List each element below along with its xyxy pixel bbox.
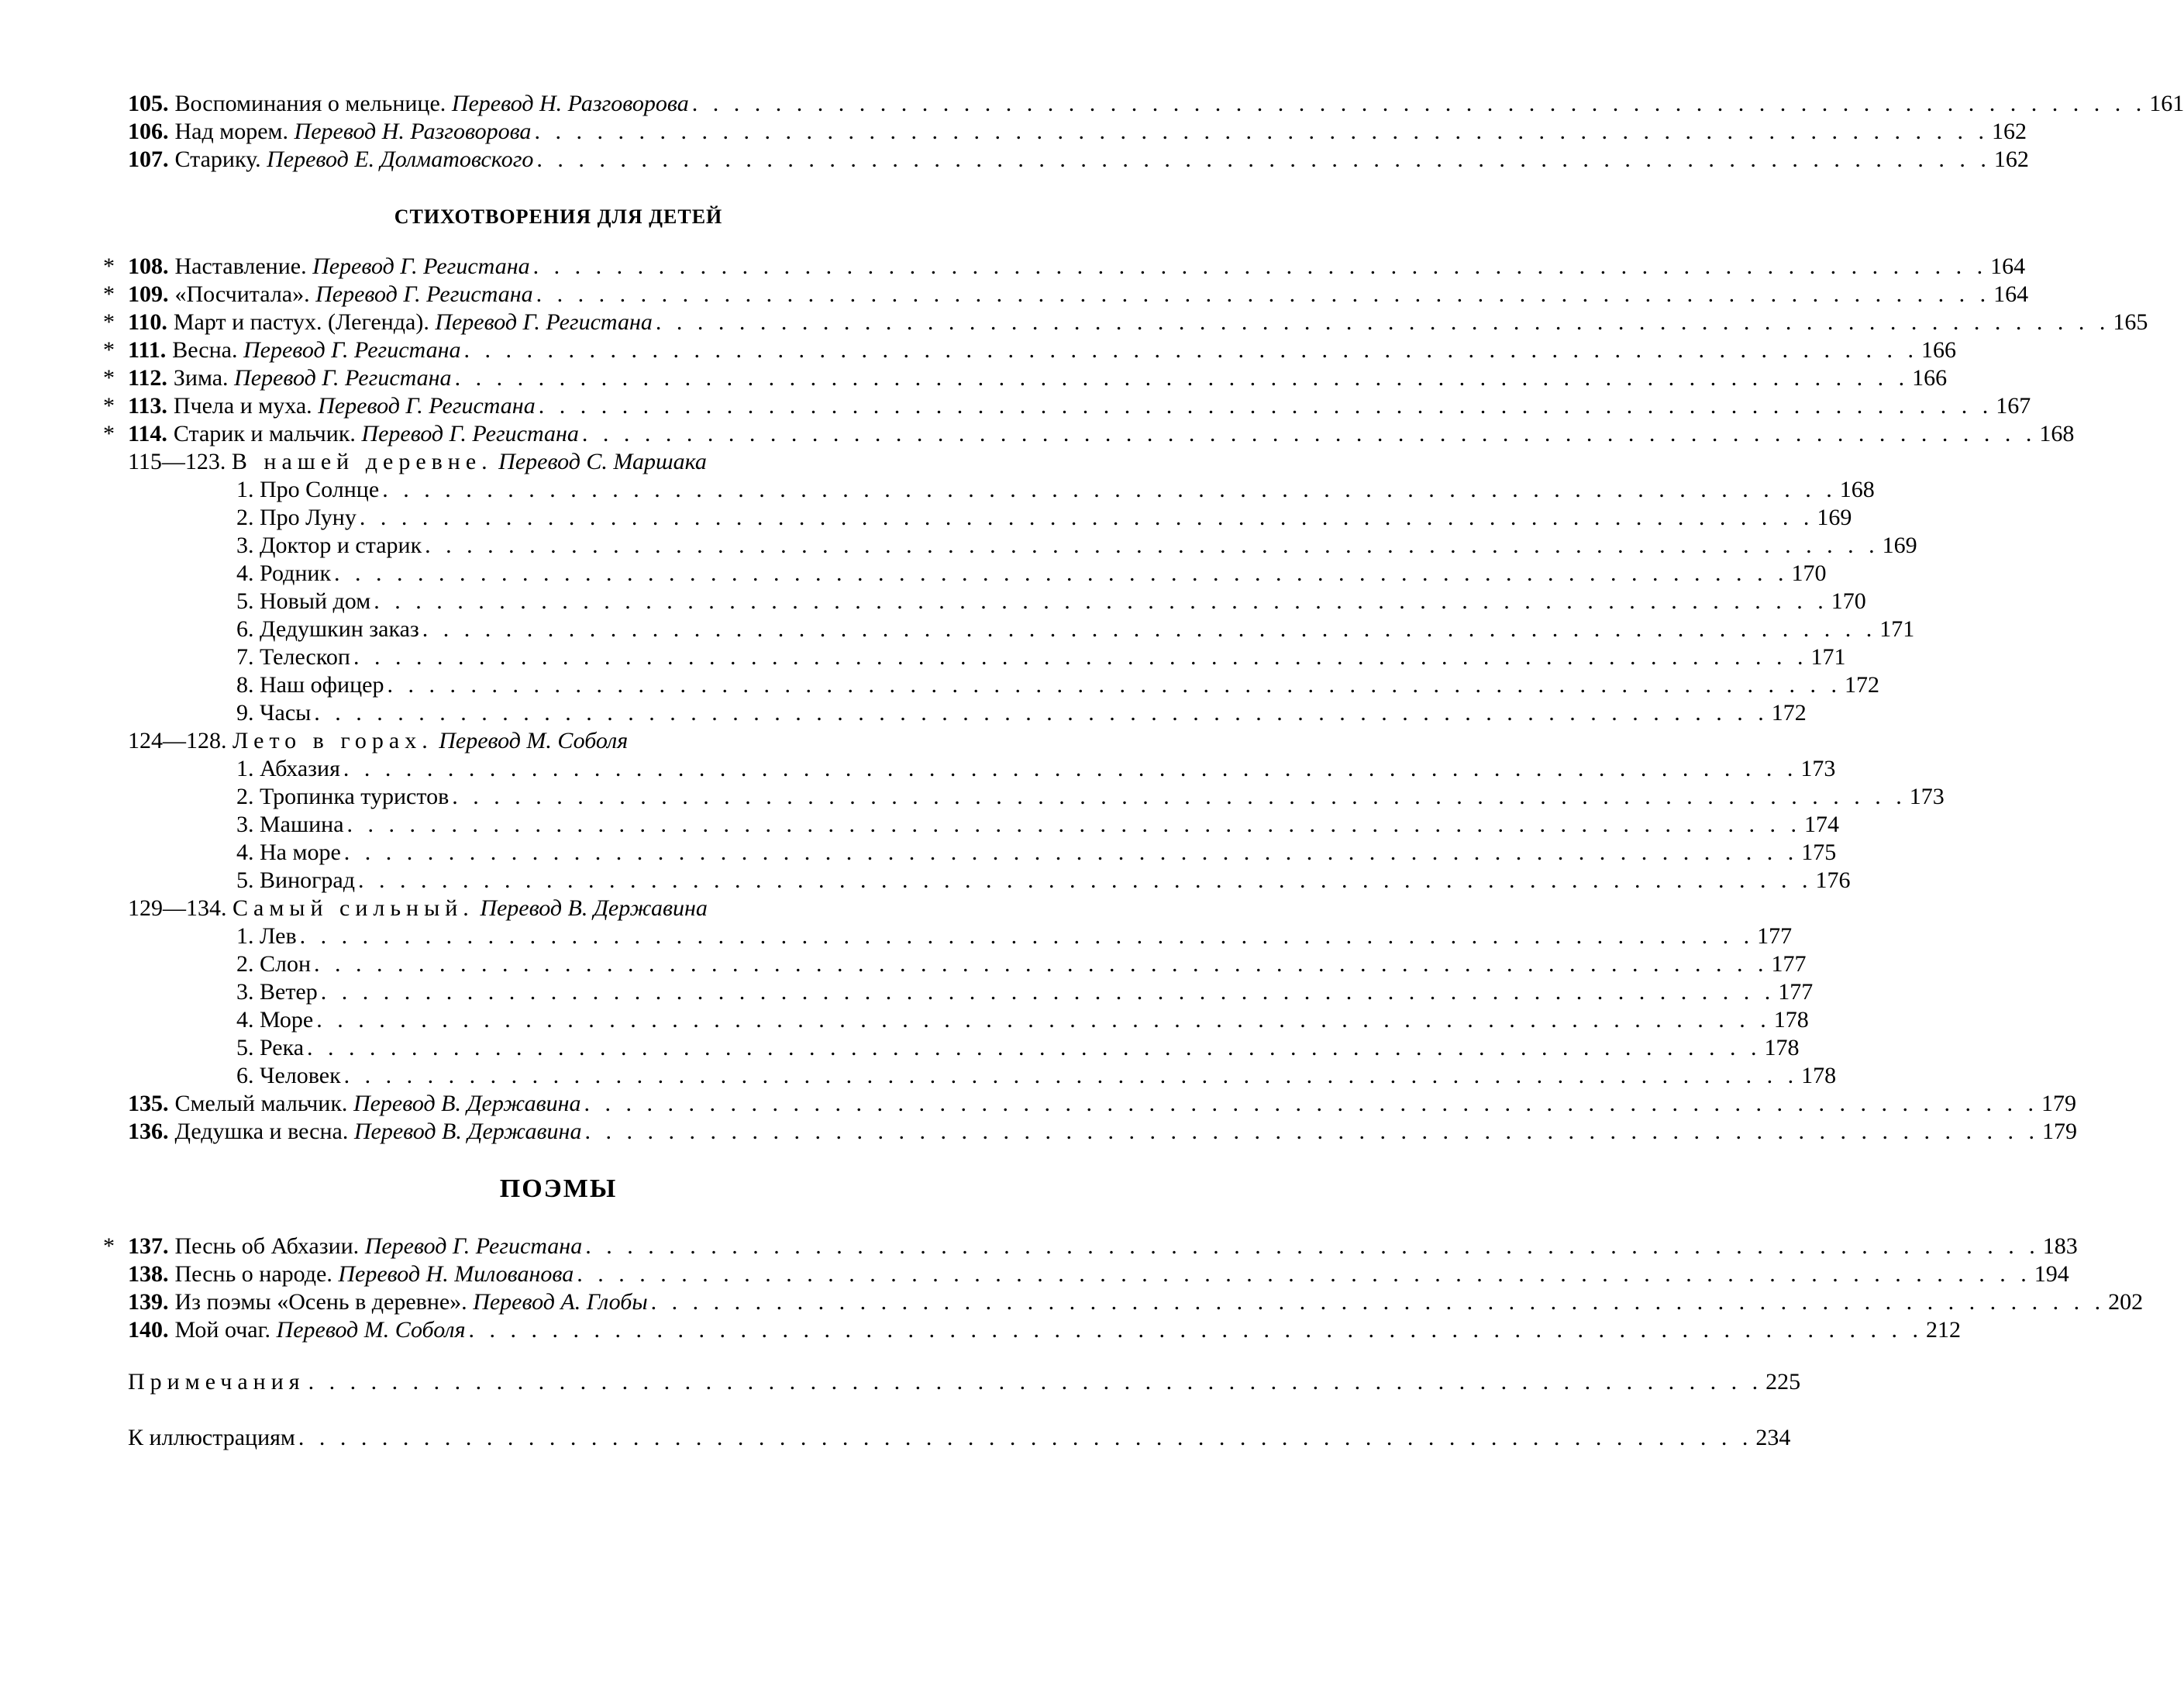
entry-title-group xyxy=(236,1034,304,1062)
cycle-item xyxy=(236,783,1945,811)
cycle-item xyxy=(236,922,1793,950)
cycle-title: В нашей деревне. xyxy=(231,449,493,474)
entry-page: 166 xyxy=(1920,337,1956,363)
toc-entry xyxy=(128,118,2027,146)
entry-title-group xyxy=(128,118,531,146)
entry-title-group xyxy=(128,281,533,309)
entry-page: 173 xyxy=(1909,784,1945,809)
entry-page: 202 xyxy=(2108,1289,2144,1315)
cycle-translator: Перевод С. Маршака xyxy=(498,449,707,474)
cycle-item xyxy=(236,1062,1837,1090)
entry-title: Смелый мальчик. xyxy=(174,1091,348,1116)
entry-page: 165 xyxy=(2113,309,2148,335)
dot-leader: . . . . . . . . . . . . . . . . . . . . . . . . . . . . . . . . . . . . . . . . . . . . . . . . . . . . . . . . . . . . . . . . . . . . . . xyxy=(581,421,2037,446)
entry-title-group xyxy=(128,1288,648,1316)
item-title: Наш офицер xyxy=(260,672,384,698)
entry-translator: Перевод Г. Регистана xyxy=(315,281,533,307)
entry-title-group xyxy=(236,504,357,532)
entry-translator: Перевод М. Соболя xyxy=(276,1317,466,1343)
item-number: 2. xyxy=(236,505,254,530)
entry-page: 177 xyxy=(1771,951,1807,977)
item-title: Родник xyxy=(260,560,332,586)
entry-title: Песнь об Абхазии. xyxy=(174,1233,360,1259)
cycle-item xyxy=(236,867,1851,895)
cycle-item xyxy=(236,532,1917,560)
cycle-item xyxy=(236,588,1866,615)
entry-page: 164 xyxy=(1993,281,2029,307)
entry-title-group xyxy=(236,671,384,699)
entry-title-group xyxy=(128,309,653,336)
cycle-item xyxy=(236,811,1840,839)
item-title: Море xyxy=(260,1007,314,1033)
entry-title-group xyxy=(128,1118,581,1146)
item-title: Человек xyxy=(260,1063,341,1088)
toc-entry xyxy=(128,336,1956,364)
dot-leader: . . . . . . . . . . . . . . . . . . . . . . . . . . . . . . . . . . . . . . . . . . . . . . . . . . . . . . . . . . . . . . . . . . . . . . xyxy=(584,1119,2039,1144)
item-title: Ветер xyxy=(260,979,318,1005)
entry-title-group xyxy=(236,532,422,560)
dot-leader: . . . . . . . . . . . . . . . . . . . . . . . . . . . . . . . . . . . . . . . . . . . . . . . . . . . . . . . . . . . . . . . . . . . . . . xyxy=(585,1233,2040,1259)
toc-entry xyxy=(128,392,2031,420)
toc-entry xyxy=(128,364,1948,392)
entry-page: 170 xyxy=(1831,588,1866,614)
entry-number: 110. xyxy=(128,309,167,335)
entry-translator: Перевод Н. Разговорова xyxy=(451,91,689,116)
dot-leader: . . . . . . . . . . . . . . . . . . . . . . . . . . . . . . . . . . . . . . . . . . . . . . . . . . . . . . . . . . . . . . . . . . . . . . xyxy=(314,951,1769,977)
entry-title: Весна. xyxy=(172,337,238,363)
item-title: Виноград xyxy=(260,867,356,893)
entry-translator: Перевод А. Глобы xyxy=(473,1289,648,1315)
toc-entry xyxy=(128,1260,2069,1288)
entry-title-group xyxy=(236,1006,313,1034)
item-number: 5. xyxy=(236,867,254,893)
entry-page: 171 xyxy=(1810,644,1846,670)
entry-page: 162 xyxy=(1993,147,2029,172)
entry-title-group xyxy=(236,588,370,615)
entry-title: «Посчитала». xyxy=(174,281,310,307)
entry-page: 178 xyxy=(1764,1035,1800,1060)
entry-page: 168 xyxy=(1839,477,1875,502)
entry-title: Наставление. xyxy=(174,253,307,279)
item-number: 1. xyxy=(236,477,254,502)
toc-entry-illustrations xyxy=(128,1424,1791,1452)
entry-title: Над морем. xyxy=(174,119,289,144)
entry-title-group xyxy=(236,699,311,727)
entry-title-group xyxy=(236,755,340,783)
entry-title-group xyxy=(236,978,318,1006)
cycle-item xyxy=(236,643,1846,671)
item-number: 2. xyxy=(236,784,254,809)
dot-leader: . . . . . . . . . . . . . . . . . . . . . . . . . . . . . . . . . . . . . . . . . . . . . . . . . . . . . . . . . . . . . . . . . . . . . . xyxy=(374,588,1828,614)
entry-translator: Перевод Г. Регистана xyxy=(361,421,579,446)
entry-page: 177 xyxy=(1778,979,1814,1005)
entry-number: 106. xyxy=(128,119,169,144)
entry-number: 113. xyxy=(128,393,167,419)
dot-leader: . . . . . . . . . . . . . . . . . . . . . . . . . . . . . . . . . . . . . . . . . . . . . . . . . . . . . . . . . . . . . . . . . . . . . . xyxy=(343,840,1799,865)
entry-title-group xyxy=(128,90,689,118)
entry-translator: Перевод Е. Долматовского xyxy=(267,147,534,172)
dot-leader: . . . . . . . . . . . . . . . . . . . . . . . . . . . . . . . . . . . . . . . . . . . . . . . . . . . . . . . . . . . . . . . . . . . . . . xyxy=(298,1425,1753,1450)
entry-page: 169 xyxy=(1882,533,1917,558)
entry-number: 112. xyxy=(128,365,167,391)
entry-title: Воспоминания о мельнице. xyxy=(174,91,446,116)
cycle-item xyxy=(236,699,1807,727)
item-title: Дедушкин заказ xyxy=(260,616,419,642)
dot-leader: . . . . . . . . . . . . . . . . . . . . . . . . . . . . . . . . . . . . . . . . . . . . . . . . . . . . . . . . . . . . . . . . . . . . . . xyxy=(343,756,1798,781)
cycle-item xyxy=(236,560,1827,588)
entry-page: 172 xyxy=(1844,672,1879,698)
toc-entry xyxy=(128,1090,2077,1118)
entry-translator: Перевод В. Державина xyxy=(353,1119,582,1144)
cycle-item xyxy=(236,615,1915,643)
entry-page: 177 xyxy=(1757,923,1793,949)
toc-entry xyxy=(128,1118,2077,1146)
toc-entry xyxy=(128,420,2075,448)
entry-page: 174 xyxy=(1804,812,1840,837)
entry-page: 176 xyxy=(1815,867,1851,893)
asterisk-mark: * xyxy=(103,421,115,446)
dot-leader: . . . . . . . . . . . . . . . . . . . . . . . . . . . . . . . . . . . . . . . . . . . . . . . . . . . . . . . . . . . . . . . . . . . . . . xyxy=(536,147,1991,172)
cycle-item xyxy=(236,978,1814,1006)
entry-number: 140. xyxy=(128,1317,169,1343)
item-title: Доктор и старик xyxy=(260,533,422,558)
entry-title: Март и пастух. (Легенда). xyxy=(173,309,429,335)
entry-translator: Перевод Г. Регистана xyxy=(435,309,653,335)
toc-entry xyxy=(128,90,2184,118)
item-number: 3. xyxy=(236,533,254,558)
entry-title-group xyxy=(236,783,449,811)
entry-number: 136. xyxy=(128,1119,169,1144)
entry-translator: Перевод Н. Милованова xyxy=(338,1261,574,1287)
entry-title: Старик и мальчик. xyxy=(173,421,356,446)
item-title: Про Солнце xyxy=(260,477,380,502)
entry-title-group xyxy=(236,1062,341,1090)
cycle-heading xyxy=(128,727,628,755)
entry-title: Мой очаг. xyxy=(174,1317,271,1343)
toc-entry xyxy=(128,1233,2078,1260)
dot-leader: . . . . . . . . . . . . . . . . . . . . . . . . . . . . . . . . . . . . . . . . . . . . . . . . . . . . . . . . . . . . . . . . . . . . . . xyxy=(387,672,1841,698)
entry-title-group xyxy=(236,615,419,643)
item-number: 3. xyxy=(236,812,254,837)
dot-leader: . . . . . . . . . . . . . . . . . . . . . . . . . . . . . . . . . . . . . . . . . . . . . . . . . . . . . . . . . . . . . . . . . . . . . . xyxy=(650,1289,2106,1315)
toc-entry xyxy=(128,281,2029,309)
entry-title-group xyxy=(128,336,460,364)
entry-translator: Перевод Г. Регистана xyxy=(318,393,536,419)
entry-number: 105. xyxy=(128,91,169,116)
cycle-translator: Перевод М. Соболя xyxy=(439,728,629,753)
entry-title-group xyxy=(128,253,530,281)
item-number: 4. xyxy=(236,1007,254,1033)
entry-title-group xyxy=(128,1316,466,1344)
entry-title: Зима. xyxy=(173,365,229,391)
entry-page: 183 xyxy=(2042,1233,2078,1259)
dot-leader: . . . . . . . . . . . . . . . . . . . . . . . . . . . . . . . . . . . . . . . . . . . . . . . . . . . . . . . . . . . . . . . . . . . . . . xyxy=(534,119,1989,144)
cycle-item xyxy=(236,504,1852,532)
dot-leader: . . . . . . . . . . . . . . . . . . . . . . . . . . . . . . . . . . . . . . . . . . . . . . . . . . . . . . . . . . . . . . . . . . . . . . xyxy=(468,1317,1924,1343)
item-number: 3. xyxy=(236,979,254,1005)
entry-translator: Перевод Г. Регистана xyxy=(312,253,530,279)
dot-leader: . . . . . . . . . . . . . . . . . . . . . . . . . . . . . . . . . . . . . . . . . . . . . . . . . . . . . . . . . . . . . . . . . . . . . . xyxy=(532,253,1988,279)
illustrations-label: К иллюстрациям xyxy=(128,1425,295,1450)
entry-number: 135. xyxy=(128,1091,169,1116)
entry-page: 162 xyxy=(1991,119,2027,144)
asterisk-mark: * xyxy=(103,337,115,363)
dot-leader: . . . . . . . . . . . . . . . . . . . . . . . . . . . . . . . . . . . . . . . . . . . . . . . . . . . . . . . . . . . . . . . . . . . . . . xyxy=(316,1007,1771,1033)
entry-page: 212 xyxy=(1926,1317,1962,1343)
item-number: 2. xyxy=(236,951,254,977)
cycle-item xyxy=(236,1006,1809,1034)
entry-number: 114. xyxy=(128,421,167,446)
notes-label: Примечания xyxy=(128,1369,305,1395)
item-number: 6. xyxy=(236,616,254,642)
toc-entry xyxy=(128,253,2026,281)
dot-leader: . . . . . . . . . . . . . . . . . . . . . . . . . . . . . . . . . . . . . . . . . . . . . . . . . . . . . . . . . . . . . . . . . . . . . . xyxy=(425,533,1879,558)
entry-page: 167 xyxy=(1996,393,2031,419)
entry-page: 169 xyxy=(1817,505,1852,530)
cycle-title: Лето в горах. xyxy=(233,728,433,753)
entry-number: 138. xyxy=(128,1261,169,1287)
entry-title-group xyxy=(236,476,379,504)
dot-leader: . . . . . . . . . . . . . . . . . . . . . . . . . . . . . . . . . . . . . . . . . . . . . . . . . . . . . . . . . . . . . . . . . . . . . . xyxy=(422,616,1877,642)
cycle-item xyxy=(236,839,1837,867)
entry-page: 161 xyxy=(2149,91,2184,116)
toc-entry xyxy=(128,309,2148,336)
dot-leader: . . . . . . . . . . . . . . . . . . . . . . . . . . . . . . . . . . . . . . . . . . . . . . . . . . . . . . . . . . . . . . . . . . . . . . xyxy=(359,505,1814,530)
cycle-item xyxy=(236,671,1879,699)
toc-entry xyxy=(128,1288,2144,1316)
entry-title: Пчела и муха. xyxy=(173,393,312,419)
cycle-item xyxy=(236,950,1807,978)
dot-leader: . . . . . . . . . . . . . . . . . . . . . . . . . . . . . . . . . . . . . . . . . . . . . . . . . . . . . . . . . . . . . . . . . . . . . . xyxy=(320,979,1776,1005)
dot-leader: . . . . . . . . . . . . . . . . . . . . . . . . . . . . . . . . . . . . . . . . . . . . . . . . . . . . . . . . . . . . . . . . . . . . . . xyxy=(314,700,1769,726)
item-number: 8. xyxy=(236,672,254,698)
item-number: 1. xyxy=(236,923,254,949)
entry-title-group xyxy=(236,811,344,839)
cycle-title: Самый сильный. xyxy=(233,895,474,921)
dot-leader: . . . . . . . . . . . . . . . . . . . . . . . . . . . . . . . . . . . . . . . . . . . . . . . . . . . . . . . . . . . . . . . . . . . . . . xyxy=(308,1369,1763,1395)
entry-title: Дедушка и весна. xyxy=(174,1119,349,1144)
entry-title-group xyxy=(236,867,355,895)
asterisk-mark: * xyxy=(103,309,115,335)
toc-entry xyxy=(128,1316,1962,1344)
item-title: Слон xyxy=(260,951,312,977)
item-title: Новый дом xyxy=(260,588,371,614)
entry-page: 178 xyxy=(1801,1063,1837,1088)
item-title: Тропинка туристов xyxy=(260,784,450,809)
item-title: Лев xyxy=(260,923,297,949)
entry-page: 179 xyxy=(2041,1119,2077,1144)
entry-number: 107. xyxy=(128,147,169,172)
dot-leader: . . . . . . . . . . . . . . . . . . . . . . . . . . . . . . . . . . . . . . . . . . . . . . . . . . . . . . . . . . . . . . . . . . . . . . xyxy=(346,812,1802,837)
entry-number: 108. xyxy=(128,253,169,279)
item-number: 4. xyxy=(236,560,254,586)
item-title: На море xyxy=(260,840,341,865)
dot-leader: . . . . . . . . . . . . . . . . . . . . . . . . . . . . . . . . . . . . . . . . . . . . . . . . . . . . . . . . . . . . . . . . . . . . . . xyxy=(584,1091,2039,1116)
illustrations-page: 234 xyxy=(1755,1425,1791,1450)
entry-title-group xyxy=(128,420,579,448)
asterisk-mark: * xyxy=(103,393,115,419)
dot-leader: . . . . . . . . . . . . . . . . . . . . . . . . . . . . . . . . . . . . . . . . . . . . . . . . . . . . . . . . . . . . . . . . . . . . . . xyxy=(536,281,1991,307)
entry-page: 168 xyxy=(2039,421,2075,446)
item-title: Река xyxy=(260,1035,305,1060)
section-heading-poems: ПОЭМЫ xyxy=(499,1174,618,1203)
dot-leader: . . . . . . . . . . . . . . . . . . . . . . . . . . . . . . . . . . . . . . . . . . . . . . . . . . . . . . . . . . . . . . . . . . . . . . xyxy=(334,560,1789,586)
entry-page: 172 xyxy=(1771,700,1807,726)
dot-leader: . . . . . . . . . . . . . . . . . . . . . . . . . . . . . . . . . . . . . . . . . . . . . . . . . . . . . . . . . . . . . . . . . . . . . . xyxy=(299,923,1755,949)
item-title: Абхазия xyxy=(260,756,340,781)
cycle-item xyxy=(236,476,1875,504)
notes-page: 225 xyxy=(1765,1369,1801,1395)
dot-leader: . . . . . . . . . . . . . . . . . . . . . . . . . . . . . . . . . . . . . . . . . . . . . . . . . . . . . . . . . . . . . . . . . . . . . . xyxy=(353,644,1808,670)
entry-page: 164 xyxy=(1990,253,2026,279)
cycle-heading xyxy=(128,448,707,476)
asterisk-mark: * xyxy=(103,281,115,307)
cycle-range: 124—128. xyxy=(128,728,227,753)
cycle-range: 115—123. xyxy=(128,449,226,474)
entry-page: 175 xyxy=(1801,840,1837,865)
item-number: 6. xyxy=(236,1063,254,1088)
asterisk-mark: * xyxy=(103,253,115,279)
entry-title-group xyxy=(128,1090,581,1118)
dot-leader: . . . . . . . . . . . . . . . . . . . . . . . . . . . . . . . . . . . . . . . . . . . . . . . . . . . . . . . . . . . . . . . . . . . . . . xyxy=(577,1261,2031,1287)
entry-title-group xyxy=(128,1233,582,1260)
dot-leader: . . . . . . . . . . . . . . . . . . . . . . . . . . . . . . . . . . . . . . . . . . . . . . . . . . . . . . . . . . . . . . . . . . . . . . xyxy=(538,393,1993,419)
dot-leader: . . . . . . . . . . . . . . . . . . . . . . . . . . . . . . . . . . . . . . . . . . . . . . . . . . . . . . . . . . . . . . . . . . . . . . xyxy=(307,1035,1762,1060)
toc-entry-notes xyxy=(128,1368,1801,1396)
dot-leader: . . . . . . . . . . . . . . . . . . . . . . . . . . . . . . . . . . . . . . . . . . . . . . . . . . . . . . . . . . . . . . . . . . . . . . xyxy=(452,784,1907,809)
dot-leader: . . . . . . . . . . . . . . . . . . . . . . . . . . . . . . . . . . . . . . . . . . . . . . . . . . . . . . . . . . . . . . . . . . . . . . xyxy=(655,309,2110,335)
entry-title-group xyxy=(236,839,341,867)
asterisk-mark: * xyxy=(103,365,115,391)
item-number: 4. xyxy=(236,840,254,865)
item-number: 7. xyxy=(236,644,254,670)
dot-leader: . . . . . . . . . . . . . . . . . . . . . . . . . . . . . . . . . . . . . . . . . . . . . . . . . . . . . . . . . . . . . . . . . . . . . . xyxy=(358,867,1813,893)
entry-number: 111. xyxy=(128,337,167,363)
section-heading-children: СТИХОТВОРЕНИЯ ДЛЯ ДЕТЕЙ xyxy=(394,205,723,228)
cycle-heading xyxy=(128,895,708,922)
item-number: 5. xyxy=(236,1035,254,1060)
toc-entry xyxy=(128,146,2029,174)
entry-title: Песнь о народе. xyxy=(174,1261,332,1287)
asterisk-mark: * xyxy=(103,1233,115,1259)
cycle-range: 129—134. xyxy=(128,895,227,921)
entry-title-group xyxy=(128,1260,574,1288)
entry-title-group xyxy=(128,364,452,392)
item-number: 5. xyxy=(236,588,254,614)
dot-leader: . . . . . . . . . . . . . . . . . . . . . . . . . . . . . . . . . . . . . . . . . . . . . . . . . . . . . . . . . . . . . . . . . . . . . . xyxy=(382,477,1837,502)
entry-page: 171 xyxy=(1879,616,1915,642)
item-number: 1. xyxy=(236,756,254,781)
cycle-item xyxy=(236,1034,1800,1062)
cycle-translator: Перевод В. Державина xyxy=(480,895,708,921)
entry-title-group xyxy=(128,146,533,174)
cycle-item xyxy=(236,755,1836,783)
item-title: Часы xyxy=(260,700,312,726)
item-title: Телескоп xyxy=(260,644,350,670)
entry-number: 109. xyxy=(128,281,169,307)
entry-page: 170 xyxy=(1791,560,1827,586)
item-number: 9. xyxy=(236,700,254,726)
entry-number: 137. xyxy=(128,1233,169,1259)
item-title: Про Луну xyxy=(260,505,357,530)
entry-page: 194 xyxy=(2034,1261,2069,1287)
dot-leader: . . . . . . . . . . . . . . . . . . . . . . . . . . . . . . . . . . . . . . . . . . . . . . . . . . . . . . . . . . . . . . . . . . . . . . xyxy=(463,337,1918,363)
entry-page: 173 xyxy=(1800,756,1836,781)
entry-title: Старику. xyxy=(174,147,261,172)
entry-title-group xyxy=(236,643,350,671)
entry-title-group xyxy=(236,950,311,978)
entry-translator: Перевод Г. Регистана xyxy=(243,337,461,363)
entry-translator: Перевод Н. Разговорова xyxy=(294,119,532,144)
entry-translator: Перевод Г. Регистана xyxy=(234,365,452,391)
entry-title: Из поэмы «Осень в деревне». xyxy=(174,1289,467,1315)
item-title: Машина xyxy=(260,812,344,837)
entry-page: 166 xyxy=(1912,365,1948,391)
dot-leader: . . . . . . . . . . . . . . . . . . . . . . . . . . . . . . . . . . . . . . . . . . . . . . . . . . . . . . . . . . . . . . . . . . . . . . xyxy=(691,91,2147,116)
entry-translator: Перевод Г. Регистана xyxy=(364,1233,583,1259)
entry-translator: Перевод В. Державина xyxy=(353,1091,581,1116)
entry-page: 178 xyxy=(1773,1007,1809,1033)
entry-number: 139. xyxy=(128,1289,169,1315)
entry-page: 179 xyxy=(2041,1091,2077,1116)
entry-title-group xyxy=(236,922,297,950)
dot-leader: . . . . . . . . . . . . . . . . . . . . . . . . . . . . . . . . . . . . . . . . . . . . . . . . . . . . . . . . . . . . . . . . . . . . . . xyxy=(454,365,1910,391)
entry-title-group xyxy=(236,560,331,588)
dot-leader: . . . . . . . . . . . . . . . . . . . . . . . . . . . . . . . . . . . . . . . . . . . . . . . . . . . . . . . . . . . . . . . . . . . . . . xyxy=(343,1063,1799,1088)
entry-title-group xyxy=(128,392,536,420)
